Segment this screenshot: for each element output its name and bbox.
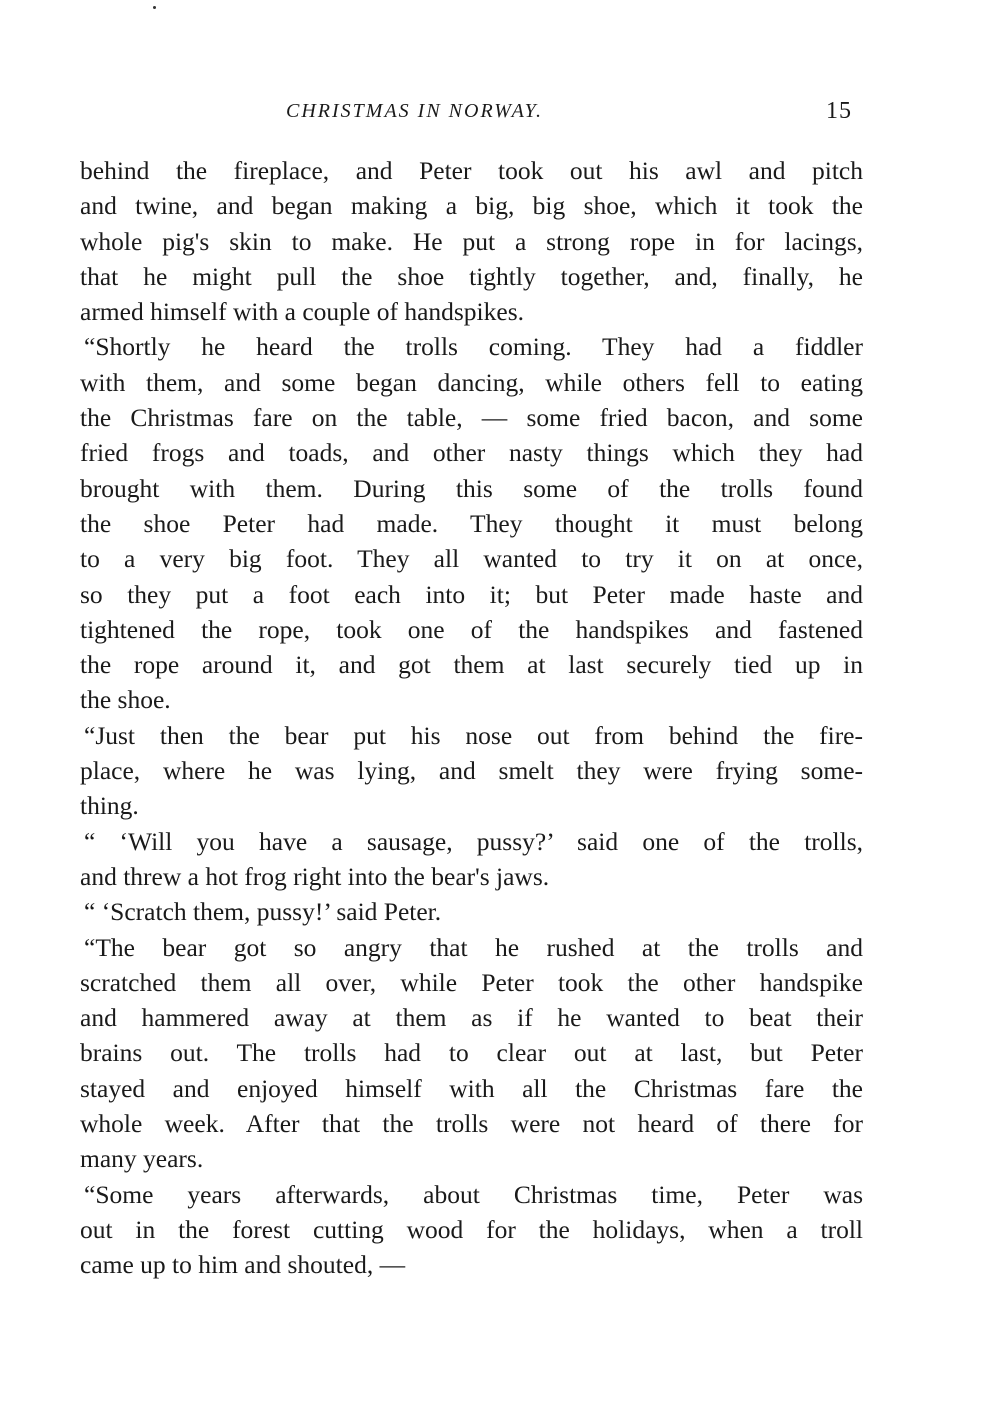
text-line: to a very big foot. They all wanted to try it on at once,: [80, 544, 863, 574]
page-body-text: [80, 153, 863, 1283]
text-line: fried frogs and toads, and other nasty things which they had: [80, 438, 863, 468]
text-line: behind the fireplace, and Peter took out his awl and pitch: [80, 156, 863, 185]
paragraph: [80, 718, 863, 824]
text-line: the shoe.: [80, 685, 171, 715]
text-line: many years.: [80, 1144, 204, 1174]
text-line: “Just then the bear put his nose out from behind the fire-: [84, 720, 863, 750]
text-line: the shoe Peter had made. They thought it must belong: [80, 508, 863, 538]
paragraph: [80, 153, 863, 329]
text-line: that he might pull the shoe tightly together, and, finally, he: [80, 261, 863, 291]
text-line: place, where he was lying, and smelt they were frying some-: [80, 756, 863, 786]
text-line: “ ‘Will you have a sausage, pussy?’ said one of the trolls,: [84, 826, 863, 856]
text-line: brought with them. During this some of the trolls found: [80, 473, 863, 503]
text-line: scratched them all over, while Peter took the other handspike: [80, 967, 863, 997]
text-line: came up to him and shouted, —: [80, 1250, 406, 1280]
text-line: with them, and some began dancing, while others fell to eating: [80, 367, 863, 397]
running-title: CHRISTMAS IN NORWAY.: [286, 100, 543, 122]
text-line: stayed and enjoyed himself with all the Christmas fare the: [80, 1073, 863, 1103]
text-line: whole week. After that the trolls were not heard of there for: [80, 1109, 863, 1139]
text-line: whole pig's skin to make. He put a strong rope in for lacings,: [80, 226, 863, 256]
text-line: “ ‘Scratch them, pussy!’ said Peter.: [84, 897, 442, 927]
paragraph: [80, 824, 863, 895]
text-line: “Some years afterwards, about Christmas time, Peter was: [84, 1179, 863, 1209]
text-line: “The bear got so angry that he rushed at the trolls and: [84, 932, 863, 962]
text-line: out in the forest cutting wood for the holidays, when a troll: [80, 1214, 863, 1244]
text-line: and twine, and began making a big, big shoe, which it took the: [80, 191, 863, 221]
text-line: thing.: [80, 791, 139, 821]
scan-speck: [153, 6, 156, 9]
paragraph: [80, 329, 863, 717]
text-line: armed himself with a couple of handspikes.: [80, 297, 525, 327]
page-number: 15: [826, 98, 852, 124]
paragraph: [80, 1177, 863, 1283]
text-line: brains out. The trolls had to clear out at last, but Peter: [80, 1038, 863, 1068]
paragraph: [80, 894, 863, 929]
text-line: tightened the rope, took one of the handspikes and fastened: [80, 614, 863, 644]
text-line: the rope around it, and got them at last securely tied up in: [80, 650, 863, 680]
text-line: the Christmas fare on the table, — some fried bacon, and some: [80, 403, 863, 433]
text-line: “Shortly he heard the trolls coming. They had a fiddler: [84, 332, 863, 362]
text-line: so they put a foot each into it; but Peter made haste and: [80, 579, 863, 609]
text-line: and hammered away at them as if he wanted to beat their: [80, 1003, 863, 1033]
paragraph: [80, 930, 863, 1177]
text-line: and threw a hot frog right into the bear's jaws.: [80, 861, 550, 891]
